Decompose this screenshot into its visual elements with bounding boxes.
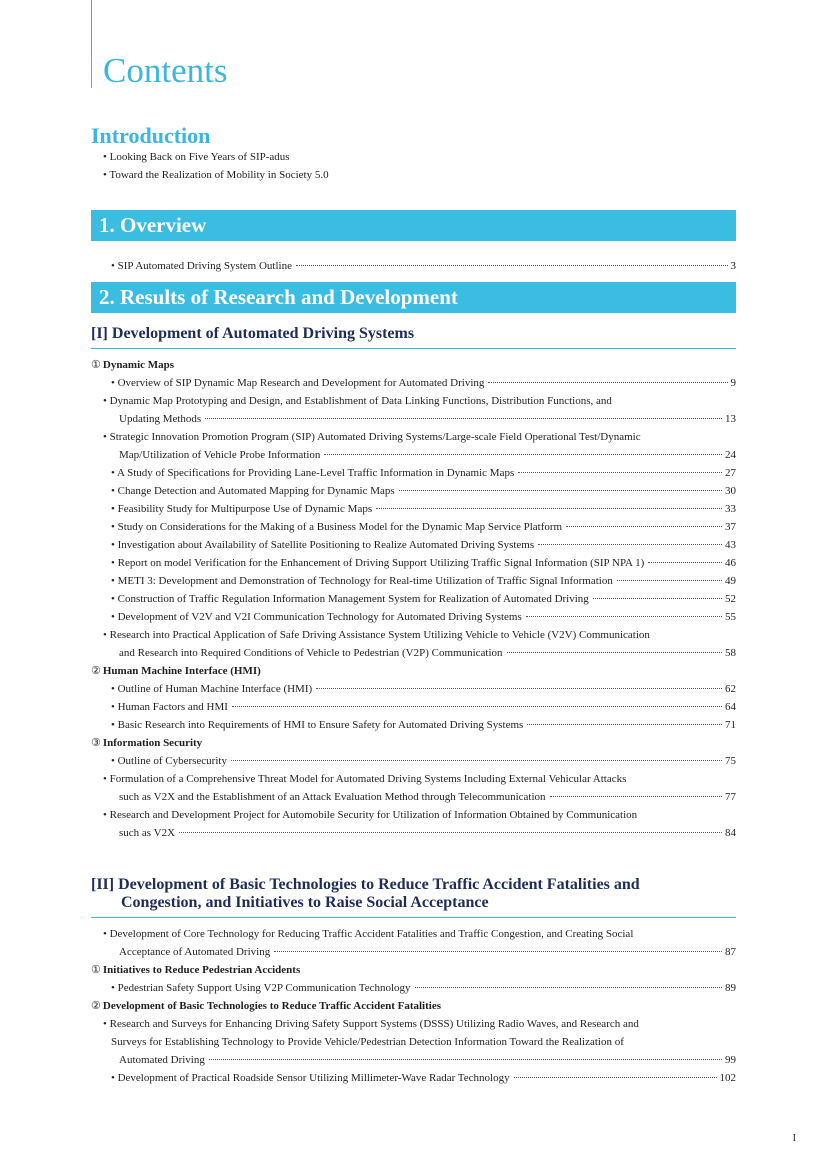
toc-entry[interactable] [91, 716, 736, 734]
category-basic-technologies [91, 997, 736, 1015]
part2-heading-line1: [II] Development of Basic Technologies to Reduce Traffic Accident Fatalities and [91, 876, 640, 893]
dot-leader [399, 490, 722, 491]
toc-entry-title: • Overview of SIP Dynamic Map Research and Development for Automated Driving [111, 377, 485, 389]
toc-entry-title: • Human Factors and HMI [111, 701, 228, 713]
toc-entry[interactable] [91, 428, 736, 464]
dot-leader [209, 1059, 722, 1060]
dot-leader [324, 454, 722, 455]
part2-toc [91, 925, 736, 1087]
category-label: Human Machine Interface (HMI) [102, 665, 261, 677]
toc-entry-title: • Strategic Innovation Promotion Program (SIP) Automated Driving Systems/Large-scale Field Operational Test/Dynamic [103, 431, 641, 443]
dot-leader [526, 616, 722, 617]
overview-list [91, 257, 736, 275]
toc-entry-title: • Research and Surveys for Enhancing Driving Safety Support Systems (DSSS) Utilizing Radio Waves, and Research and [103, 1018, 639, 1030]
toc-entry-title: • Outline of Cybersecurity [111, 755, 227, 767]
toc-entry-title-cont: Updating Methods [119, 413, 202, 425]
toc-entry-title-cont: such as V2X [119, 827, 176, 839]
dot-leader [566, 526, 722, 527]
dot-leader [232, 706, 722, 707]
dot-leader [527, 724, 722, 725]
toc-page-number: 84 [725, 827, 736, 839]
toc-page-number: 9 [730, 377, 736, 389]
toc-entry-title: • Feasibility Study for Multipurpose Use of Dynamic Maps [111, 503, 373, 515]
category-dynamic-maps [91, 356, 736, 374]
toc-entry-title: • METI 3: Development and Demonstration of Technology for Real-time Utilization of Traffic Signal Information [111, 575, 613, 587]
toc-page-number: 37 [725, 521, 736, 533]
toc-entry[interactable] [91, 374, 736, 392]
introduction-item: • Looking Back on Five Years of SIP-adus [103, 151, 290, 163]
toc-entry-title: • Development of Practical Roadside Sensor Utilizing Millimeter-Wave Radar Technology [111, 1072, 510, 1084]
toc-page-number: 89 [725, 982, 736, 994]
toc-page-number: 49 [725, 575, 736, 587]
toc-entry-title-cont: Automated Driving [119, 1054, 205, 1066]
toc-entry-title: • Pedestrian Safety Support Using V2P Communication Technology [111, 982, 411, 994]
dot-leader [316, 688, 722, 689]
toc-entry-title-cont: Surveys for Establishing Technology to Provide Vehicle/Pedestrian Detection Information Toward the Realization of [111, 1036, 624, 1048]
toc-page-number: 64 [725, 701, 736, 713]
toc-page-number: 27 [725, 467, 736, 479]
toc-entry[interactable] [91, 680, 736, 698]
toc-entry[interactable] [91, 1015, 736, 1069]
toc-entry-title-cont: and Research into Required Conditions of Vehicle to Pedestrian (V2P) Communication [119, 647, 503, 659]
toc-entry[interactable] [91, 500, 736, 518]
toc-entry-title-cont: Map/Utilization of Vehicle Probe Information [119, 449, 321, 461]
category-label: Dynamic Maps [102, 359, 175, 371]
toc-entry[interactable] [91, 626, 736, 662]
toc-entry-title: • A Study of Specifications for Providing Lane-Level Traffic Information in Dynamic Maps [111, 467, 515, 479]
toc-page-number: 99 [725, 1054, 736, 1066]
toc-entry-title-cont: Acceptance of Automated Driving [119, 946, 271, 958]
part2-heading [91, 876, 736, 918]
toc-entry[interactable] [91, 979, 736, 997]
toc-entry[interactable] [91, 770, 736, 806]
toc-entry-title: • Basic Research into Requirements of HMI to Ensure Safety for Automated Driving Systems [111, 719, 524, 731]
toc-page-number: 46 [725, 557, 736, 569]
dot-leader [296, 265, 728, 266]
toc-entry-title: • Outline of Human Machine Interface (HMI) [111, 683, 313, 695]
toc-entry[interactable] [91, 518, 736, 536]
toc-entry[interactable] [91, 554, 736, 572]
category-pedestrian-accidents [91, 961, 736, 979]
toc-entry-title-cont: such as V2X and the Establishment of an Attack Evaluation Method through Telecommunication [119, 791, 546, 803]
toc-entry[interactable] [91, 257, 736, 275]
toc-page-number: 71 [725, 719, 736, 731]
page-title: Contents [103, 51, 228, 90]
toc-page-number: 43 [725, 539, 736, 551]
category-hmi [91, 662, 736, 680]
toc-entry-title: • Construction of Traffic Regulation Information Management System for Realization of Automated Driving [111, 593, 589, 605]
dot-leader [518, 472, 722, 473]
category-number: ③ [91, 737, 101, 749]
toc-page-number: 77 [725, 791, 736, 803]
part2-heading-line2: Congestion, and Initiatives to Raise Social Acceptance [121, 894, 489, 911]
dot-leader [648, 562, 722, 563]
toc-entry-title: • Study on Considerations for the Making of a Business Model for the Dynamic Map Service Platform [111, 521, 563, 533]
toc-entry-title: • Investigation about Availability of Satellite Positioning to Realize Automated Driving Systems [111, 539, 535, 551]
category-information-security [91, 734, 736, 752]
category-label: Development of Basic Technologies to Reduce Traffic Accident Fatalities [102, 1000, 441, 1012]
introduction-item: • Toward the Realization of Mobility in Society 5.0 [103, 169, 329, 181]
toc-page-number: 13 [725, 413, 736, 425]
dot-leader [376, 508, 722, 509]
title-accent-rule [91, 0, 92, 88]
toc-entry-title: • Development of V2V and V2I Communication Technology for Automated Driving Systems [111, 611, 522, 623]
toc-page-number: 102 [719, 1072, 736, 1084]
dot-leader [231, 760, 722, 761]
toc-page-number: 52 [725, 593, 736, 605]
toc-entry[interactable] [91, 806, 736, 842]
toc-page-number: 58 [725, 647, 736, 659]
section-bar-results: 2. Results of Research and Development [91, 282, 736, 313]
toc-entry-title: • Research into Practical Application of Safe Driving Assistance System Utilizing Vehicle to Vehicle (V2V) Communication [103, 629, 650, 641]
part1-heading: [I] Development of Automated Driving Systems [91, 325, 736, 349]
introduction-list [103, 148, 733, 184]
toc-entry[interactable] [91, 482, 736, 500]
dot-leader [205, 418, 722, 419]
toc-page-number: 30 [725, 485, 736, 497]
category-number: ② [91, 665, 101, 677]
dot-leader [488, 382, 727, 383]
toc-page-number: 3 [730, 260, 736, 272]
category-number: ① [91, 964, 101, 976]
toc-entry[interactable] [91, 608, 736, 626]
part1-toc [91, 356, 736, 842]
dot-leader [274, 951, 722, 952]
toc-entry[interactable] [91, 1069, 736, 1087]
toc-entry-title: • Research and Development Project for Automobile Security for Utilization of Information Obtained by Communication [103, 809, 638, 821]
dot-leader [179, 832, 722, 833]
dot-leader [415, 987, 722, 988]
toc-entry[interactable] [91, 752, 736, 770]
section-bar-overview: 1. Overview [91, 210, 736, 241]
dot-leader [593, 598, 722, 599]
toc-entry[interactable] [91, 590, 736, 608]
category-label: Information Security [102, 737, 203, 749]
toc-page-number: 87 [725, 946, 736, 958]
toc-entry[interactable] [91, 925, 736, 961]
category-label: Initiatives to Reduce Pedestrian Accidents [102, 964, 301, 976]
toc-entry[interactable] [91, 464, 736, 482]
toc-entry[interactable] [91, 698, 736, 716]
toc-page-number: 55 [725, 611, 736, 623]
toc-entry-title: • SIP Automated Driving System Outline [111, 260, 292, 272]
toc-entry-title: • Change Detection and Automated Mapping for Dynamic Maps [111, 485, 395, 497]
page-number: I [792, 1133, 796, 1144]
category-number: ② [91, 1000, 101, 1012]
dot-leader [617, 580, 722, 581]
dot-leader [550, 796, 722, 797]
toc-page-number: 24 [725, 449, 736, 461]
toc-page-number: 33 [725, 503, 736, 515]
toc-entry-title: • Report on model Verification for the Enhancement of Driving Support Utilizing Traffic Signal Information (SIP NPA 1) [111, 557, 645, 569]
toc-entry-title: • Formulation of a Comprehensive Threat Model for Automated Driving Systems Including External Vehicular Attacks [103, 773, 627, 785]
dot-leader [507, 652, 722, 653]
toc-page-number: 75 [725, 755, 736, 767]
dot-leader [514, 1077, 717, 1078]
toc-entry[interactable] [91, 536, 736, 554]
toc-entry[interactable] [91, 572, 736, 590]
introduction-heading: Introduction [91, 123, 211, 148]
toc-entry-title: • Development of Core Technology for Reducing Traffic Accident Fatalities and Traffic Congestion, and Creating Social [103, 928, 634, 940]
toc-entry[interactable] [91, 392, 736, 428]
toc-entry-title: • Dynamic Map Prototyping and Design, and Establishment of Data Linking Functions, Distribution Functions, and [103, 395, 612, 407]
dot-leader [538, 544, 722, 545]
category-number: ① [91, 359, 101, 371]
toc-page-number: 62 [725, 683, 736, 695]
